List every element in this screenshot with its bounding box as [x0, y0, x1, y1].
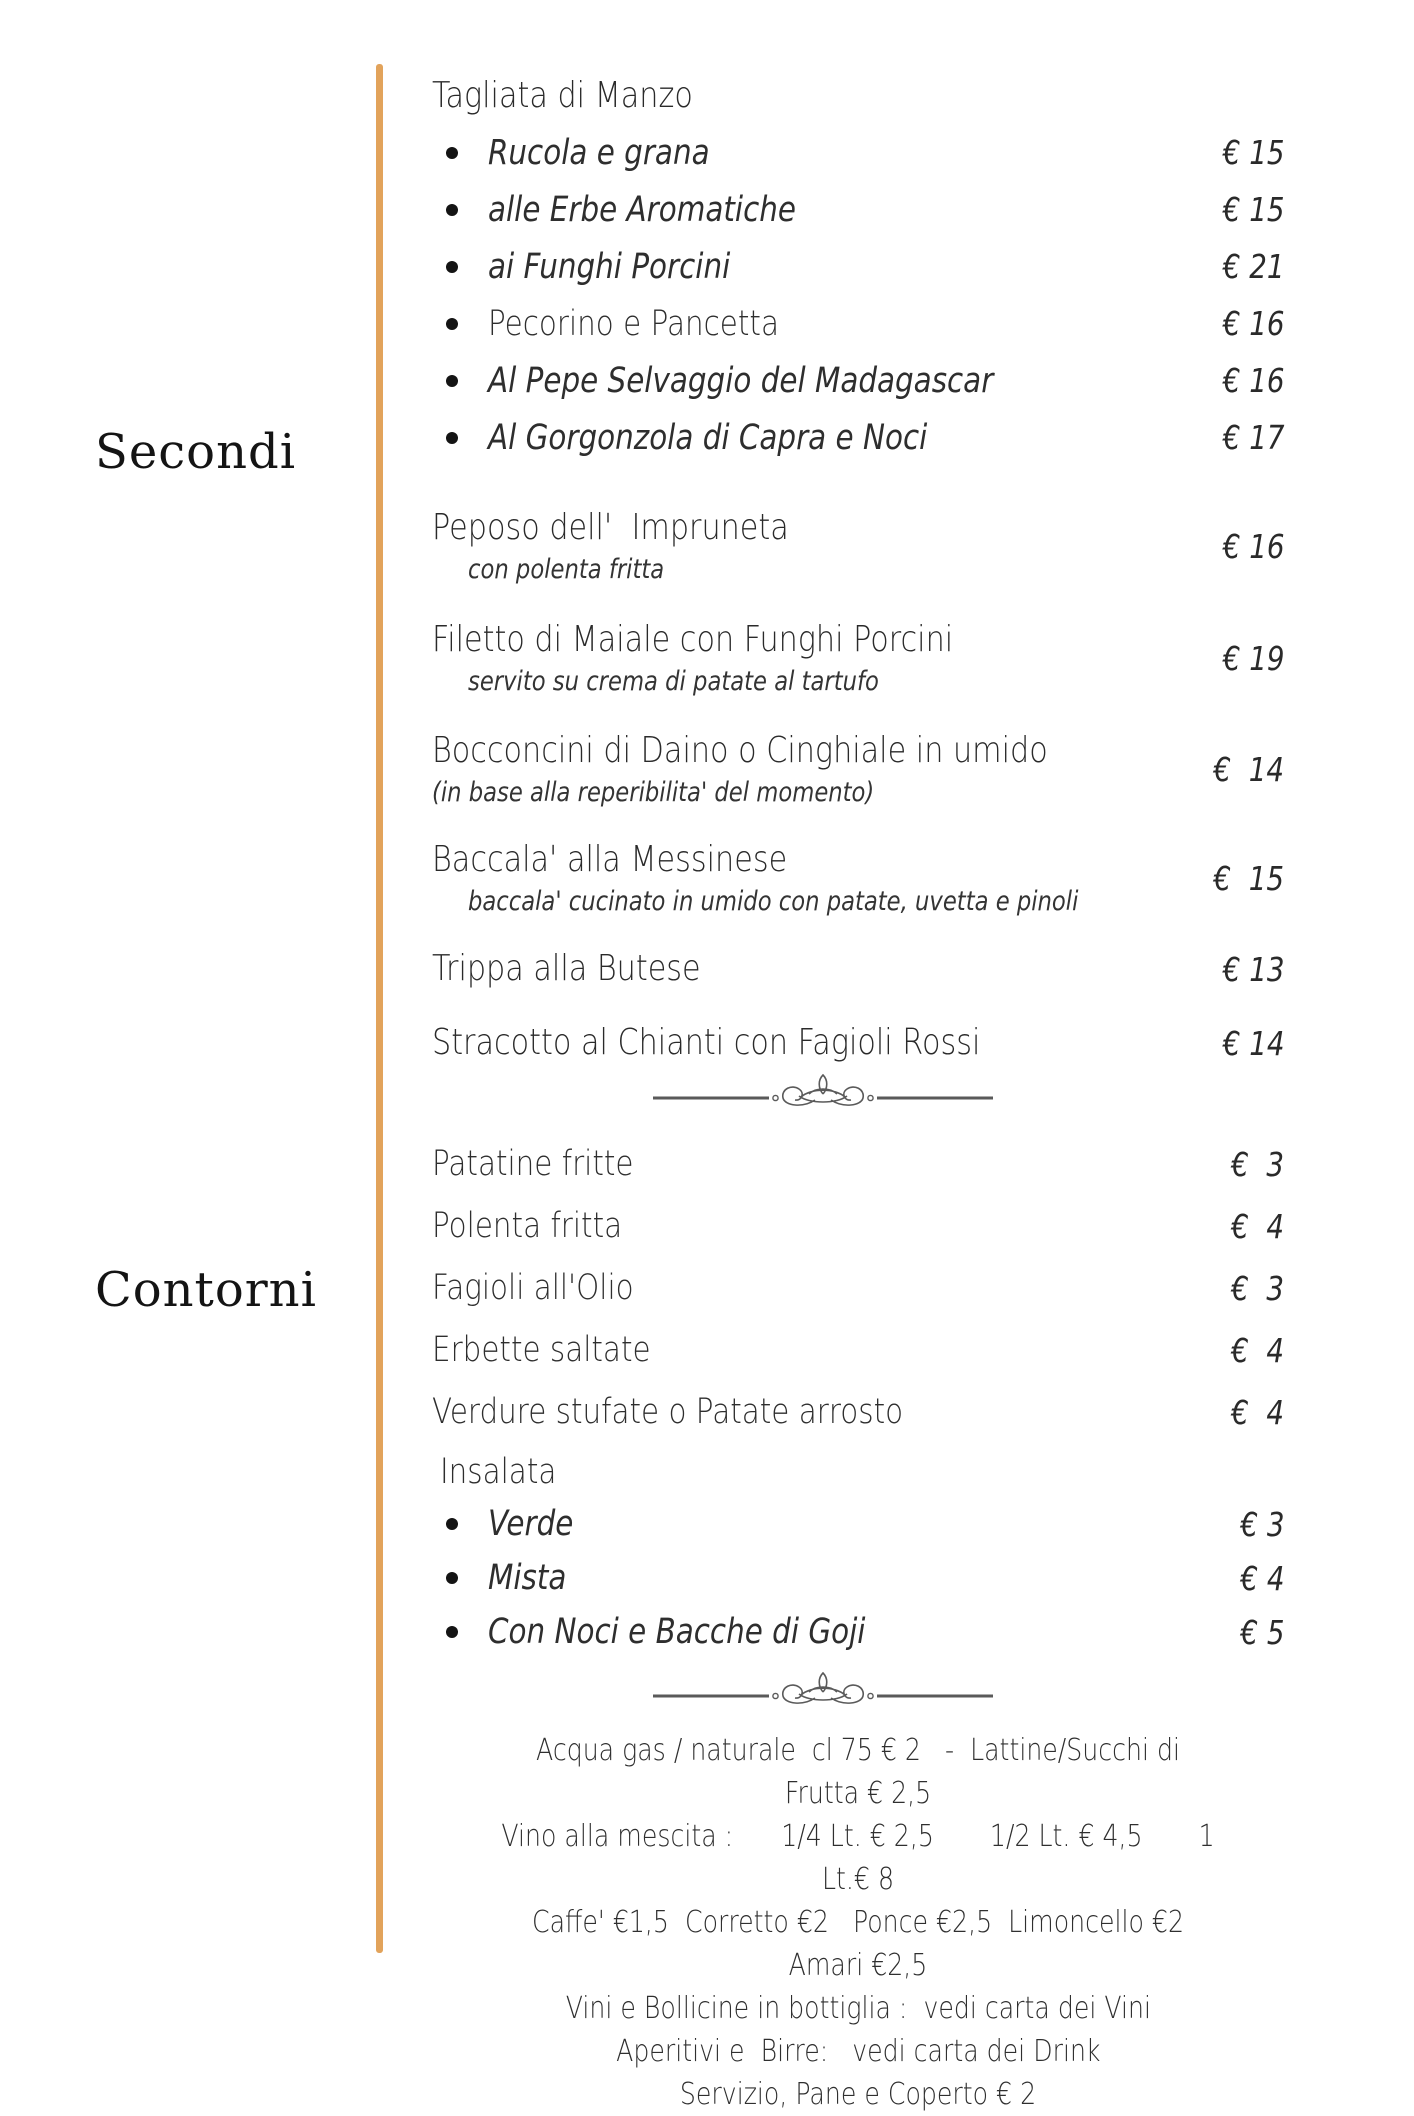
price: € 13	[1222, 949, 1284, 989]
list-item	[432, 409, 1284, 466]
variant-name: ai Funghi Porcini	[488, 246, 731, 287]
footer-line-cover-charge: Servizio, Pane e Coperto € 2	[679, 2077, 1037, 2112]
bullet-dot-icon	[446, 261, 458, 273]
section-label-contorni: Contorni	[95, 1262, 317, 1318]
footer-notes	[432, 1729, 1284, 2116]
tagliata-variant-list	[432, 124, 1284, 466]
dish-name: Verdure stufate o Patate arrosto	[432, 1392, 904, 1432]
dish-name: Fagioli all'Olio	[432, 1268, 634, 1308]
dish-name: Insalata	[440, 1452, 557, 1492]
dish-name: Erbette saltate	[432, 1330, 651, 1370]
list-item	[432, 352, 1284, 409]
dish-row-filetto	[432, 618, 1284, 699]
accent-vertical-rule	[376, 64, 383, 1953]
dish-description: (in base alla reperibilita' del momento)	[432, 777, 875, 808]
section-label-secondi: Secondi	[95, 424, 297, 480]
variant-name: Al Pepe Selvaggio del Madagascar	[488, 360, 994, 401]
dish-name: Patatine fritte	[432, 1144, 634, 1184]
price: € 15	[1213, 859, 1284, 898]
list-item	[432, 1133, 1284, 1195]
bullet-dot-icon	[446, 432, 458, 444]
menu-content-column	[432, 74, 1284, 2116]
variant-name: Pecorino e Pancetta	[488, 303, 779, 344]
list-item	[432, 181, 1284, 238]
variant-name: Verde	[488, 1504, 574, 1544]
price: € 16	[1222, 304, 1284, 343]
footer-line-drinks-water: Acqua gas / naturale cl 75 € 2 - Lattine/Succhi di Frutta € 2,5	[536, 1733, 1188, 1811]
price: € 16	[1222, 527, 1284, 566]
price: € 21	[1222, 247, 1284, 286]
list-item	[432, 1195, 1284, 1257]
list-item	[432, 295, 1284, 352]
bullet-dot-icon	[446, 147, 458, 159]
dish-name: Polenta fritta	[432, 1206, 623, 1246]
insalata-variant-list	[432, 1497, 1284, 1659]
dish-title-text: Tagliata di Manzo	[432, 75, 693, 116]
dish-row-trippa	[432, 947, 1284, 991]
dish-name: Filetto di Maiale con Funghi Porcini	[432, 619, 954, 660]
price: € 4	[1231, 1330, 1284, 1370]
bullet-dot-icon	[446, 204, 458, 216]
list-item	[432, 1551, 1284, 1605]
price: € 3	[1239, 1504, 1284, 1544]
price: € 17	[1222, 418, 1284, 457]
price: € 15	[1222, 190, 1284, 229]
list-item	[432, 238, 1284, 295]
dish-row-baccala	[432, 838, 1284, 919]
price: € 3	[1231, 1144, 1284, 1184]
list-item	[432, 1257, 1284, 1319]
section-divider	[432, 1669, 1284, 1713]
price: € 15	[1222, 133, 1284, 172]
footer-line-wine-by-glass: Vino alla mescita : 1/4 Lt. € 2,5 1/2 Lt. € 4,5 1 Lt.€ 8	[501, 1819, 1223, 1897]
footer-line-coffee-liquors: Caffe' €1,5 Corretto €2 Ponce €2,5 Limoncello €2 Amari €2,5	[532, 1905, 1201, 1983]
price: € 4	[1239, 1558, 1284, 1598]
dish-row-bocconcini	[432, 729, 1284, 810]
price: € 4	[1231, 1206, 1284, 1246]
price: € 14	[1222, 1023, 1284, 1063]
dish-name: Stracotto al Chianti con Fagioli Rossi	[432, 1022, 981, 1063]
bullet-dot-icon	[446, 1626, 458, 1638]
dish-name: Bocconcini di Daino o Cinghiale in umido	[432, 730, 1048, 771]
price: € 16	[1222, 361, 1284, 400]
bullet-dot-icon	[446, 1518, 458, 1530]
footer-line-wine-list: Vini e Bollicine in bottiglia : vedi carta dei Vini	[565, 1991, 1151, 2026]
dish-description: con polenta fritta	[468, 554, 665, 585]
dish-row-stracotto	[432, 1021, 1284, 1065]
price: € 14	[1213, 750, 1284, 789]
divider-ornament-icon	[653, 1669, 993, 1713]
price: € 5	[1239, 1612, 1284, 1652]
variant-name: Rucola e grana	[488, 132, 710, 173]
dish-title-tagliata	[432, 74, 1284, 118]
divider-ornament-icon	[653, 1071, 993, 1115]
contorni-list	[432, 1133, 1284, 1443]
variant-name: Al Gorgonzola di Capra e Noci	[488, 417, 928, 458]
dish-name: Peposo dell' Impruneta	[432, 507, 789, 548]
list-item	[432, 1497, 1284, 1551]
price: € 19	[1222, 639, 1284, 678]
variant-name: alle Erbe Aromatiche	[488, 189, 796, 230]
dish-name: Trippa alla Butese	[432, 948, 701, 989]
variant-name: Con Noci e Bacche di Goji	[488, 1612, 866, 1652]
bullet-dot-icon	[446, 318, 458, 330]
dish-description: baccala' cucinato in umido con patate, uvetta e pinoli	[468, 886, 1079, 917]
dish-name: Baccala' alla Messinese	[432, 839, 788, 880]
list-item	[432, 1381, 1284, 1443]
price: € 4	[1231, 1392, 1284, 1432]
footer-line-drink-list: Aperitivi e Birre: vedi carta dei Drink	[615, 2034, 1101, 2069]
bullet-dot-icon	[446, 375, 458, 387]
price: € 3	[1231, 1268, 1284, 1308]
section-divider	[432, 1071, 1284, 1115]
bullet-dot-icon	[446, 1572, 458, 1584]
list-item	[432, 124, 1284, 181]
insalata-title-row	[432, 1443, 1284, 1501]
variant-name: Mista	[488, 1558, 567, 1598]
list-item	[432, 1605, 1284, 1659]
dish-row-peposo	[432, 506, 1284, 587]
list-item	[432, 1319, 1284, 1381]
dish-description: servito su crema di patate al tartufo	[468, 666, 879, 697]
